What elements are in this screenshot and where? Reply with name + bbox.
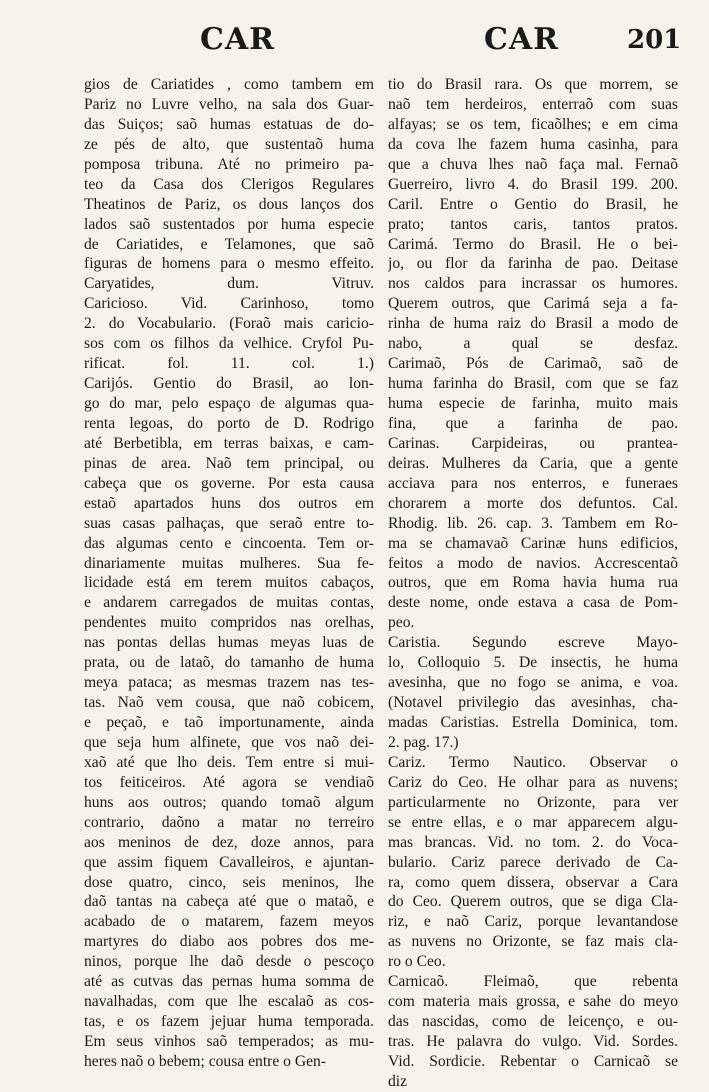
text-line: tas. Naõ vem cousa, que naõ cobicem, bbox=[84, 694, 374, 712]
text-line: contrario, daõno a matar no terreiro bbox=[84, 813, 374, 831]
text-line: alfayas; se os tem, ficaõlhes; e em cima bbox=[388, 115, 678, 133]
text-line: mas brancas. Vid. no tom. 2. do Voca- bbox=[388, 833, 678, 851]
text-line: as nuvens no Orizonte, se faz mais cla- bbox=[388, 933, 678, 951]
text-line: nabo, a qual se desfaz. bbox=[388, 335, 678, 353]
text-line: huma especie de farinha, muito mais bbox=[388, 395, 678, 412]
text-line: cabeça que os governe. Por esta causa bbox=[84, 474, 374, 492]
text-line: pinas de area. Naõ tem principal, ou bbox=[84, 454, 374, 472]
text-line: e andarem carregados de muitas contas, bbox=[84, 594, 374, 612]
text-line: acciava para nos enterros, e funeraes bbox=[388, 474, 678, 492]
text-line: rificat. fol. 11. col. 1.) bbox=[84, 355, 374, 373]
text-line: Carimaõ, Pós de Carimaõ, saõ de bbox=[388, 355, 678, 373]
text-line: riz, e naõ Cariz, porque levantandose bbox=[388, 913, 678, 931]
text-line: madas Caristias. Estrella Dominica, tom. bbox=[388, 714, 678, 731]
text-line: licidade está em terem muitos cabaços, bbox=[84, 574, 374, 592]
text-line: gios de Cariatides , como tambem em bbox=[84, 76, 374, 93]
text-line: das algumas cento e cincoenta. Tem or- bbox=[84, 534, 374, 552]
text-line: tras. He palavra do vulgo. Vid. Sordes. bbox=[388, 1033, 678, 1050]
text-line: 2. pag. 17.) bbox=[388, 733, 459, 751]
text-line: huma farinha do Brasil, com que se faz bbox=[388, 375, 678, 393]
text-line: Carnicaõ. Fleimaõ, que rebenta bbox=[388, 973, 678, 991]
text-line: estaõ apartados huns dos outros em bbox=[84, 494, 374, 512]
text-line: das Suiços; saõ humas estatuas de do- bbox=[84, 115, 374, 133]
text-line: que assim fiquem Cavalleiros, e ajuntan- bbox=[84, 853, 374, 871]
text-line: bulario. Cariz parece derivado de Ca- bbox=[388, 853, 678, 871]
text-line: dose quatro, cinco, seis meninos, lhe bbox=[84, 873, 374, 891]
text-line: diz bbox=[388, 1072, 408, 1090]
text-line: renta legoas, do porto de D. Rodrigo bbox=[84, 414, 374, 432]
text-line: com materia mais grossa, e sahe do meyo bbox=[388, 993, 678, 1011]
text-line: teo da Casa dos Clerigos Regulares bbox=[84, 175, 374, 193]
text-line: prato; tantos caris, tantos pratos. bbox=[388, 215, 678, 233]
text-line: da cova lhe fazem huma casinha, para bbox=[388, 135, 678, 153]
text-line: go do mar, pelo espaço de algumas qua- bbox=[84, 395, 374, 412]
text-line: peo. bbox=[388, 614, 415, 632]
text-line: tas, e os fazem jejuar huma temporada. bbox=[84, 1013, 374, 1031]
text-line: rinha de huma raiz do Brasil a modo de bbox=[388, 315, 678, 333]
text-line: Caryatides, dum. Vitruv. bbox=[84, 275, 374, 293]
text-line: pendentes muito compridos nas orelhas, bbox=[84, 614, 374, 632]
text-line: Guerreiro, livro 4. do Brasil 199. 200. bbox=[388, 175, 678, 193]
text-line: nas pontas dellas humas meyas luas de bbox=[84, 634, 374, 652]
text-line: Pariz no Luvre velho, na sala dos Guar- bbox=[84, 95, 374, 113]
text-line: outros, que em Roma havia huma rua bbox=[388, 574, 678, 592]
text-line: nos caldos para incrassar os humores. bbox=[388, 275, 678, 293]
text-line: do Ceo. Querem outros, que se diga Cla- bbox=[388, 893, 678, 911]
text-line: Carinas. Carpideiras, ou prantea- bbox=[388, 434, 678, 452]
left-column bbox=[84, 75, 374, 1072]
text-line: tos feiticeiros. Até agora se vendiaõ bbox=[84, 773, 374, 791]
text-line: de Cariatides, e Telamones, que saõ bbox=[84, 235, 374, 253]
text-line: figuras de homens para o mesmo effeito. bbox=[84, 255, 374, 273]
text-line: Rhodig. lib. 26. cap. 3. Tambem em Ro- bbox=[388, 514, 678, 532]
text-line: xaõ até que lho deis. Tem entre si mui- bbox=[84, 753, 374, 771]
text-line: suas casas palhaças, que seraõ entre to- bbox=[84, 514, 374, 532]
text-line: sos com os filhos da velhice. Cryfol Pu- bbox=[84, 335, 374, 353]
text-line: fina, que a farinha de pao. bbox=[388, 414, 678, 432]
text-line: Carijós. Gentio do Brasil, ao lon- bbox=[84, 375, 374, 393]
text-line: naõ tem herdeiros, enterraõ com suas bbox=[388, 95, 678, 113]
text-line: daõ tantas na cabeça até que o mataõ, e bbox=[84, 893, 374, 911]
text-line: dinariamente muitas mulheres. Sua fe- bbox=[84, 554, 374, 572]
right-column bbox=[388, 75, 678, 1092]
right-running-head: CAR bbox=[484, 22, 560, 57]
text-line: Theatinos de Pariz, os dous lanços dos bbox=[84, 195, 374, 213]
text-line: até as cutvas das pernas huma somma de bbox=[84, 973, 374, 991]
text-line: tio do Brasil rara. Os que morrem, se bbox=[388, 76, 678, 93]
text-line: Cariz do Ceo. He olhar para as nuvens; bbox=[388, 773, 678, 791]
text-line: Caricioso. Vid. Carinhoso, tomo bbox=[84, 295, 374, 313]
text-line: e peçaõ, e taõ importunamente, ainda bbox=[84, 714, 374, 731]
text-line: ra, como quem dissera, observar a Cara bbox=[388, 873, 678, 891]
page-number: 201 bbox=[627, 25, 682, 55]
text-line: avesinha, que no fogo se anima, e voa. bbox=[388, 674, 678, 692]
text-line: prata, ou de lataõ, do tamanho de huma bbox=[84, 654, 374, 672]
text-line: deiras. Mulheres da Caria, que a gente bbox=[388, 454, 678, 472]
text-line: Carimá. Termo do Brasil. He o bei- bbox=[388, 235, 678, 253]
text-line: que a chuva lhes naõ faça mal. Fernaõ bbox=[388, 155, 678, 173]
text-line: Cariz. Termo Nautico. Observar o bbox=[388, 753, 678, 771]
text-line: que seja hum alfinete, que vos naõ dei- bbox=[84, 733, 374, 751]
text-line: Em seus vinhos saõ temperados; as mu- bbox=[84, 1033, 374, 1050]
text-line: huns aos outros; quando tomaõ algum bbox=[84, 793, 374, 811]
text-line: (Notavel privilegio das avesinhas, cha- bbox=[388, 694, 678, 712]
left-running-head: CAR bbox=[200, 22, 276, 57]
text-line: das nascidas, como de leicenço, e ou- bbox=[388, 1013, 678, 1031]
text-line: meya pataca; as mesmas trazem nas tes- bbox=[84, 674, 374, 692]
text-line: ro o Ceo. bbox=[388, 953, 446, 971]
text-line: Vid. Sordicie. Rebentar o Carnicaõ se bbox=[388, 1052, 678, 1070]
text-line: Querem outros, que Carimá seja a fa- bbox=[388, 295, 678, 313]
text-line: ze pés de alto, que sustentaõ huma bbox=[84, 135, 374, 153]
text-line: feitos a modo de navios. Accrescentaõ bbox=[388, 554, 678, 572]
text-line: chorarem a morte dos defuntos. Cal. bbox=[388, 494, 678, 512]
text-line: deste nome, onde estava a casa de Pom- bbox=[388, 594, 678, 612]
text-line: pomposa tribuna. Até no primeiro pa- bbox=[84, 155, 374, 173]
text-line: jo, ou flor da farinha de pao. Deitase bbox=[388, 255, 678, 273]
text-line: até Berbetibla, em terras baixas, e cam- bbox=[84, 434, 374, 452]
text-line: ninos, porque lhe daõ desde o pescoço bbox=[84, 953, 374, 971]
text-line: Caril. Entre o Gentio do Brasil, he bbox=[388, 195, 678, 213]
text-line: navalhadas, com que lhe escalaõ as cos- bbox=[84, 993, 374, 1011]
text-line: Caristia. Segundo escreve Mayo- bbox=[388, 634, 678, 652]
text-line: 2. do Vocabulario. (Foraõ mais caricio- bbox=[84, 315, 374, 333]
text-line: ma se chamavaõ Carinæ huns edificios, bbox=[388, 534, 678, 552]
text-line: acabado de o matarem, fazem meyos bbox=[84, 913, 374, 931]
text-line: se entre ellas, e o mar apparecem algu- bbox=[388, 813, 678, 831]
text-line: lados saõ sustentados por huma especie bbox=[84, 215, 374, 233]
text-line: martyres do diabo aos pobres dos me- bbox=[84, 933, 374, 951]
text-line: lo, Colloquio 5. De insectis, he huma bbox=[388, 654, 678, 672]
text-line: heres naõ o bebem; cousa entre o Gen- bbox=[84, 1052, 327, 1070]
text-line: particularmente no Orizonte, para ver bbox=[388, 793, 678, 811]
text-line: aos meninos de dez, doze annos, para bbox=[84, 833, 374, 851]
